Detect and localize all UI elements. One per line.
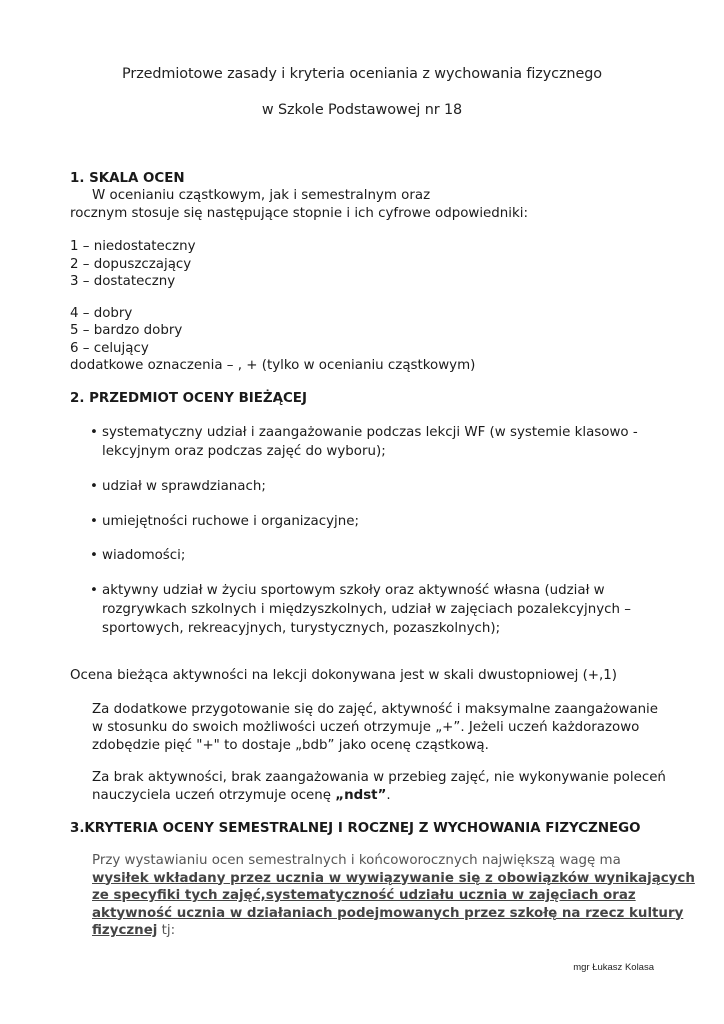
paragraph-line: zdobędzie pięć "+" to dostaje „bdb” jako ocenę cząstkową.	[92, 738, 489, 753]
paragraph-line: Za dodatkowe przygotowanie się do zajęć, aktywność i maksymalne zaangażowanie	[92, 702, 659, 717]
scale-note: Ocena bieżąca aktywności na lekcji dokonywana jest w skali dwustopniowej (+,1)	[70, 668, 618, 683]
bullet-icon: •	[90, 514, 98, 529]
paragraph-text-underlined: fizycznej	[92, 923, 158, 938]
grade-item-4: 4 – dobry	[70, 306, 133, 321]
bullet-icon: •	[90, 479, 98, 494]
bullet-icon: •	[90, 583, 98, 598]
list-item-text: rozgrywkach szkolnych i międzyszkolnych, udział w zajęciach pozalekcyjnych –	[102, 602, 631, 617]
paragraph-line-underlined: ze specyfiki tych zajęć,systematyczność udziału ucznia w zajęciach oraz	[92, 888, 636, 903]
section2-heading: 2. PRZEDMIOT OCENY BIEŻĄCEJ	[70, 391, 307, 406]
paragraph-line-underlined: wysiłek wkładany przez ucznia w wywiązywanie się z obowiązków wynikających	[92, 870, 695, 886]
list-item	[90, 423, 638, 461]
list-item-text: wiadomości;	[102, 548, 186, 563]
paragraph-line: Przy wystawianiu ocen semestralnych i końcoworocznych największą wagę ma	[92, 853, 621, 868]
list-item-text: sportowych, rekreacyjnych, turystycznych, pozaszkolnych);	[102, 621, 501, 636]
section3-paragraph	[92, 852, 695, 940]
grade-item-1: 1 – niedostateczny	[70, 239, 196, 254]
paragraph-line	[92, 787, 666, 805]
paragraph-text: nauczyciela uczeń otrzymuje ocenę	[92, 788, 336, 803]
document-title-line1: Przedmiotowe zasady i kryteria oceniania z wychowania fizycznego	[122, 66, 602, 82]
section3-heading: 3.KRYTERIA OCENY SEMESTRALNEJ I ROCZNEJ Z WYCHOWANIA FIZYCZNEGO	[70, 821, 641, 836]
paragraph-text: tj:	[157, 923, 176, 938]
paragraph-extra-activity	[92, 701, 658, 755]
section1-intro-line2: rocznym stosuje się następujące stopnie i ich cyfrowe odpowiedniki:	[70, 206, 528, 221]
section1-heading: 1. SKALA OCEN	[70, 171, 185, 186]
list-item-text: aktywny udział w życiu sportowym szkoły oraz aktywność własna (udział w	[102, 583, 605, 598]
footer-author: mgr Łukasz Kolasa	[573, 962, 654, 973]
paragraph-line: Za brak aktywności, brak zaangażowania w przebieg zajęć, nie wykonywanie poleceń	[92, 770, 666, 785]
list-item-text: udział w sprawdzianach;	[102, 479, 266, 494]
list-item	[90, 546, 186, 565]
list-item-text: lekcyjnym oraz podczas zajęć do wyboru);	[102, 444, 386, 459]
paragraph-text: .	[386, 788, 391, 803]
grade-item-6: 6 – celujący	[70, 341, 149, 356]
bullet-icon: •	[90, 548, 98, 563]
list-item	[90, 512, 360, 531]
grade-item-2: 2 – dopuszczający	[70, 257, 192, 272]
bullet-icon: •	[90, 425, 98, 440]
section1-intro-line1: W ocenianiu cząstkowym, jak i semestralnym oraz	[92, 188, 431, 203]
list-item	[90, 477, 266, 496]
grade-ndst: „ndst”	[335, 788, 387, 803]
list-item-text: systematyczny udział i zaangażowanie podczas lekcji WF (w systemie klasowo -	[102, 425, 638, 440]
list-item	[90, 581, 631, 638]
paragraph-line-underlined: aktywność ucznia w działaniach podejmowanych przez szkołę na rzecz kultury	[92, 905, 684, 921]
paragraph-line	[92, 922, 695, 940]
grade-item-3: 3 – dostateczny	[70, 274, 176, 289]
list-item-text: umiejętności ruchowe i organizacyjne;	[102, 514, 360, 529]
grade-extra-marks: dodatkowe oznaczenia – , + (tylko w ocenianiu cząstkowym)	[70, 358, 476, 373]
paragraph-no-activity	[92, 769, 666, 805]
document-title-line2: w Szkole Podstawowej nr 18	[261, 102, 463, 118]
paragraph-line: w stosunku do swoich możliwości uczeń otrzymuje „+”. Jeżeli uczeń każdorazowo	[92, 720, 640, 735]
grade-item-5: 5 – bardzo dobry	[70, 323, 183, 338]
